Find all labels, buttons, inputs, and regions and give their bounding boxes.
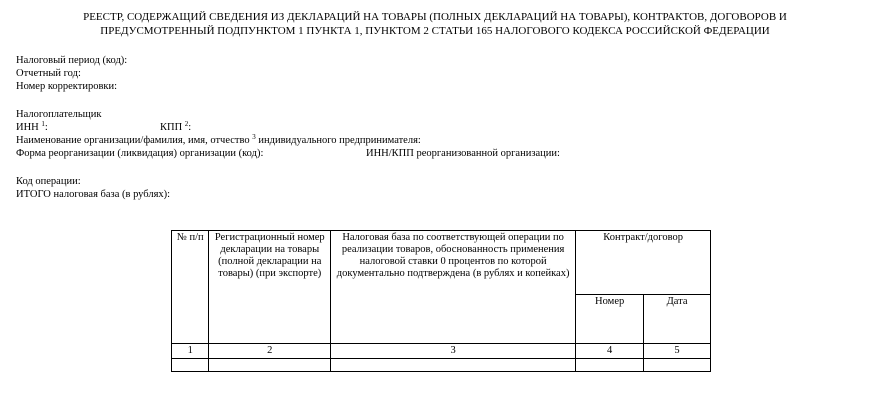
report-year-label: Отчетный год: [16,68,81,79]
title-line-2: ПРЕДУСМОТРЕННЫЙ ПОДПУНКТОМ 1 ПУНКТА 1, ПУНКТОМ 2 СТАТЬИ 165 НАЛОГОВОГО КОДЕКСА РОССИЙСКОЙ ФЕДЕРАЦИИ [100,25,770,37]
table-cell[interactable] [576,359,644,372]
table-cell[interactable] [331,359,576,372]
correction-number-label: Номер корректировки: [16,81,118,92]
table-cell[interactable] [172,359,209,372]
header-declaration: Регистрационный номер декларации на товары (полной декларации на товары) (при экспорте) [209,231,331,344]
reorg-inn-kpp-label: ИНН/КПП реорганизованной организации: [366,148,560,159]
kpp-label: КПП $^2$: [160,120,192,133]
header-contract: Контракт/договор [576,231,711,295]
column-number: 3 [331,344,576,359]
header-tax-base: Налоговая база по соответствующей операции по реализации товаров, обоснованность применения налоговой ставки 0 процентов по которой документально подтверждена (в рублях и копейках) [331,231,576,344]
header-contract-number: Номер [576,295,644,344]
column-number: 5 [644,344,711,359]
tax-period-label: Налоговый период (код): [16,55,128,66]
header-contract-date: Дата [644,295,711,344]
table-cell[interactable] [209,359,331,372]
kpp-text: КПП [160,122,183,133]
taxpayer-label: Налогоплательщик [16,109,102,120]
column-number-row [172,344,711,359]
org-name-text: Наименование организации/фамилия, имя, отчество [16,135,250,146]
kpp-footnote: 2 [184,120,189,128]
header-num: № п/п [172,231,209,344]
table-header-row [172,231,711,295]
column-number: 2 [209,344,331,359]
inn-footnote: 1 [41,120,45,128]
table-cell[interactable] [644,359,711,372]
inn-text: ИНН [16,122,39,133]
total-tax-base-label: ИТОГО налоговая база (в рублях): [16,189,171,200]
registry-table [171,230,711,372]
inn-label: ИНН $^1$: [16,120,48,133]
column-number: 1 [172,344,209,359]
title-line-1: РЕЕСТР, СОДЕРЖАЩИЙ СВЕДЕНИЯ ИЗ ДЕКЛАРАЦИЙ НА ТОВАРЫ (ПОЛНЫХ ДЕКЛАРАЦИЙ НА ТОВАРЫ), КОНТРАКТОВ, ДОГОВОРОВ И [83,11,787,23]
org-name-tail: индивидуального предпринимателя: [258,135,421,146]
document-title [0,10,870,38]
org-name-label [16,135,421,148]
column-number: 4 [576,344,644,359]
org-name-footnote: 3 [252,133,256,141]
operation-code-label: Код операции: [16,176,81,187]
reorg-form-label: Форма реорганизации (ликвидация) организации (код): [16,148,264,159]
table-row [172,359,711,372]
